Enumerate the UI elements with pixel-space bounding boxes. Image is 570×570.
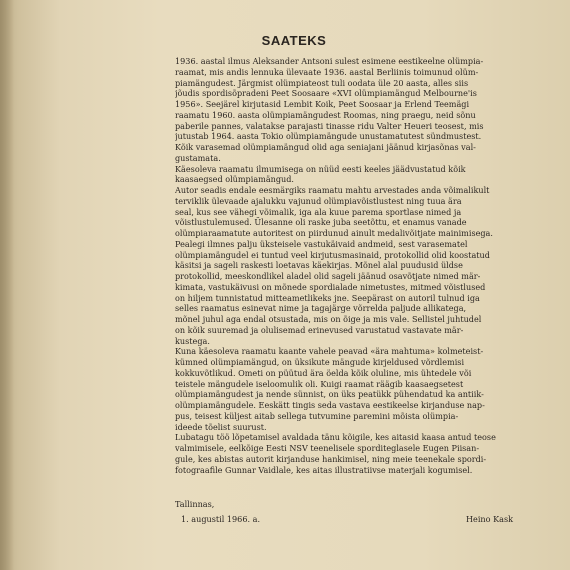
page-gutter-shadow (0, 0, 14, 570)
text-line: valmimisele, eelkõige Eesti NSV teenelisele sporditeglasele Eugen Piisan- (175, 443, 480, 453)
text-line: olümpiamängudele. Eeskätt tingis seda vastava eestikeelse kirjanduse nap- (175, 400, 485, 410)
text-line: jutustab 1964. aasta Tokio olümpiamängude unustamatutest sündmustest. (175, 131, 482, 142)
text-line: on hiljem tunnistatud mitteametlikeks jne. Seepärast on autoril tulnud iga (175, 292, 480, 303)
text-line: Lubatagu töö lõpetamisel avaldada tänu kõigile, kes aitasid kaasa antud teose (175, 432, 496, 443)
author-signature: Heino Kask (466, 514, 514, 524)
text-line: protokollid, meeskondlikel aladel olid sageli jäänud osavõtjate nimed mär- (175, 271, 481, 281)
text-line: piamängudest. Järgmist olümpiateost tuli oodata üle 20 aasta, alles siis (175, 77, 469, 88)
text-line: raamat, mis andis lennuka ülevaate 1936. aastal Berliinis toimunud olüm- (175, 66, 479, 77)
text-line: paberile pannes, valatakse parajasti tinasse ridu Valter Heueri teosest, mis (175, 120, 484, 131)
closing-date: 1. augustil 1966. a. (181, 514, 261, 524)
text-line: seal, kus see vähegi võimalik, iga ala kuue parema sportlase nimed ja (175, 206, 462, 217)
foreword-body (175, 56, 555, 475)
text-line: Autor seadis endale eesmärgiks raamatu mahtu arvestades anda võimalikult (175, 185, 490, 195)
text-line: 1956». Seejärel kirjutasid Lembit Koik, Peet Soosaar ja Erlend Teemägi (175, 99, 470, 109)
text-line: 1936. aastal ilmus Aleksander Antsoni sulest esimene eestikeelne olümpia- (175, 56, 484, 66)
text-line: jõudis spordisõpradeni Peet Soosaare «XVI olümpiamängud Melbourne'is (175, 88, 477, 99)
text-line: teistele mängudele iseloomulik oli. Kuigi raamat räägib kaasaegsetest (175, 378, 464, 389)
text-line: Pealegi ilmnes palju üksteisele vastukäivaid andmeid, sest varasematel (175, 238, 468, 249)
text-line: pus, teisest küljest aitab sellega tutvumine paremini mõista olümpia- (175, 410, 459, 421)
page-title: SAATEKS (261, 33, 327, 48)
text-line: käsitsi ja sageli raskesti loetavas käekirjas. Mõnel alal puudusid üldse (175, 260, 463, 271)
text-line: fotograafile Gunnar Vaidlale, kes aitas illustratiivse materjali kogumisel. (175, 464, 473, 475)
text-line: kokkuvõtlikud. Ometi on püütud ära öelda kõik oluline, mis ühtedele või (175, 367, 472, 378)
text-line: mõnel juhul aga endal otsustada, mis on õige ja mis vale. Sellistel juhtudel (175, 314, 482, 324)
text-line: gule, kes abistas autorit kirjanduse hankimisel, ning meie teenekale spordi- (175, 453, 487, 464)
closing-place: Tallinnas, (175, 499, 215, 509)
text-line: olümpiaraamatute autoritest on piirdunud ainult medalivõitjate mainimisega. (175, 228, 493, 238)
text-line: kimata, vastukäivusi on mõnede spordialade nimetustes, mitmed võistlused (175, 281, 486, 292)
text-line: Kõik varasemad olümpiamängud olid aga seniajani jäänud kirjasõnas val- (175, 142, 476, 152)
text-line: Kuna käesoleva raamatu kaante vahele peavad «ära mahtuma» kolmeteist- (175, 346, 484, 357)
text-line: raamatu 1960. aasta olümpiamängudest Roomas, ning praegu, neid sõnu (175, 109, 476, 120)
text-line: Käesoleva raamatu ilmumisega on nüüd eesti keeles jäädvustatud kõik (175, 163, 466, 174)
text-line: on kõik suuremad ja olulisemad erinevused varustatud vastavate mär- (175, 324, 464, 335)
text-line: kümned olümpiamängud, on üksikute mängude kirjeldused võrdlemisi (175, 357, 465, 367)
text-line: kaasaegsed olümpiamängud. (175, 174, 295, 185)
text-line: võistlustulemused. Ülesanne oli raske juba seetõttu, et enamus vanade (175, 217, 467, 228)
text-line: olümpiamängudel ei tuntud veel kirjutusmasinaid, protokollid olid koostatud (175, 249, 490, 260)
text-line: terviklik ülevaade ajalukku vajunud olümpiavõistlustest ning tuua ära (175, 195, 462, 206)
text-line: ideede tõelist suurust. (175, 421, 267, 432)
text-line: olümpiamängudest ja nende sünnist, on üks peatükk pühendatud ka antiik- (175, 389, 484, 400)
text-line: selles raamatus esinevat nime ja tagajärge võrrelda paljude allikatega, (175, 303, 467, 314)
text-line: kustega. (175, 335, 210, 346)
text-line: gustamata. (175, 152, 221, 163)
